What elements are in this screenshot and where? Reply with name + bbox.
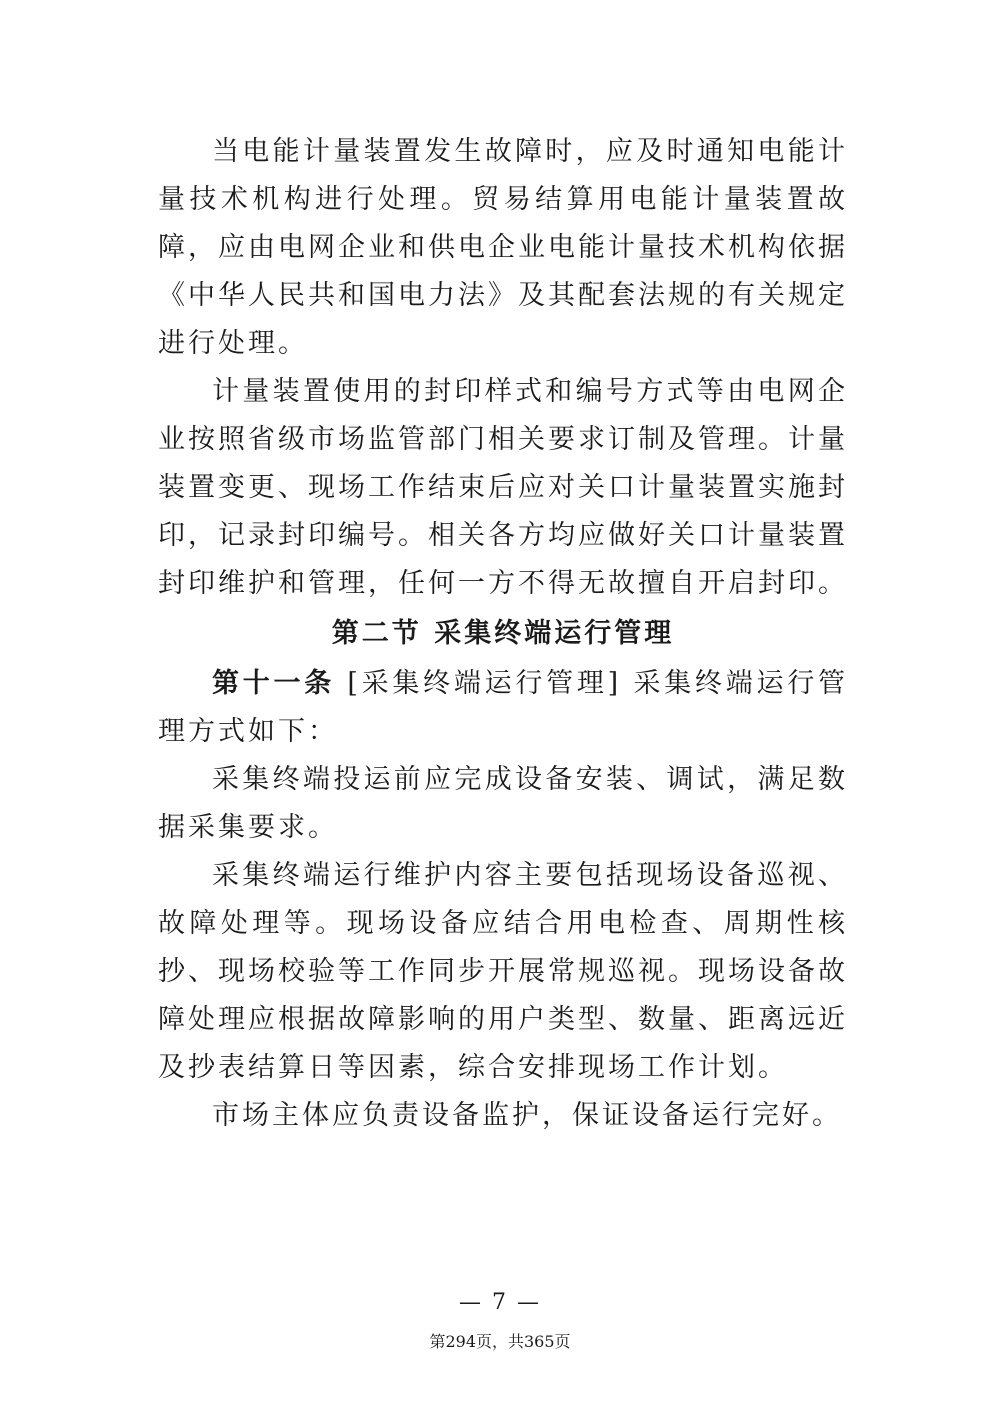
article-11 xyxy=(158,660,848,756)
article-text: [采集终端运行管理] 采集终端运行管理方式如下： xyxy=(158,668,849,747)
article-number: 第十一条 xyxy=(212,668,336,699)
page-number: — 7 — xyxy=(459,1290,541,1315)
paragraph-fault-handling: 当电能计量装置发生故障时，应及时通知电能计量技术机构进行处理。贸易结算用电能计量装置故障，应由电网企业和供电企业电能计量技术机构依据《中华人民共和国电力法》及其配套法规的有关规定进行处理。 xyxy=(158,136,848,359)
paragraph-seal-management: 计量装置使用的封印样式和编号方式等由电网企业按照省级市场监管部门相关要求订制及管理。计量装置变更、现场工作结束后应对关口计量装置实施封印，记录封印编号。相关各方均应做好关口计量装置封印维护和管理，任何一方不得无故擅自开启封印。 xyxy=(158,376,848,599)
section-heading: 第二节 采集终端运行管理 xyxy=(331,618,675,649)
page-footer: 第294页，共365页 xyxy=(429,1332,571,1351)
paragraph-terminal-maintenance: 采集终端运行维护内容主要包括现场设备巡视、故障处理等。现场设备应结合用电检查、周期性核抄、现场校验等工作同步开展常规巡视。现场设备故障处理应根据故障影响的用户类型、数量、距离远近及抄表结算日等因素，综合安排现场工作计划。 xyxy=(158,860,848,1083)
paragraph-equipment-monitoring: 市场主体应负责设备监护，保证设备运行完好。 xyxy=(212,1100,842,1131)
paragraph-terminal-commissioning: 采集终端投运前应完成设备安装、调试，满足数据采集要求。 xyxy=(158,764,848,843)
body-text xyxy=(158,128,848,1140)
